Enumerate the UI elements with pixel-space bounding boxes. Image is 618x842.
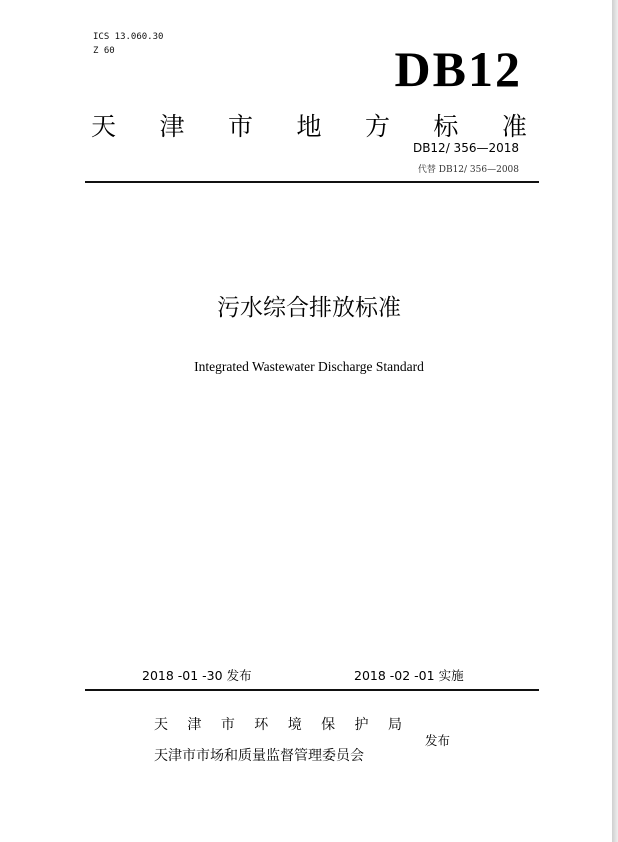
standard-type-char: 方 <box>364 112 390 141</box>
issuer-org-2: 天津市市场和质量监督管理委员会 <box>154 748 364 764</box>
standard-number: DB12/ 356—2018 <box>412 141 519 155</box>
document-title-cn: 污水综合排放标准 <box>217 295 401 321</box>
issue-label: 发布 <box>425 733 451 748</box>
issuer-org-char: 环 <box>254 717 269 733</box>
standard-type-char: 天 <box>91 112 117 141</box>
page-edge-shadow <box>612 0 618 842</box>
standard-type-char: 地 <box>296 112 322 141</box>
replaces-note: 代替 DB12/ 356—2008 <box>417 165 519 175</box>
standard-type-char: 准 <box>501 112 527 141</box>
standard-type-char: 标 <box>433 112 459 141</box>
issuer-org-1 <box>154 714 402 734</box>
standard-type-char: 市 <box>227 112 253 141</box>
issuer-org-char: 保 <box>321 717 336 733</box>
issuer-org-char: 市 <box>220 717 235 733</box>
ccs-code: Z 60 <box>93 46 115 56</box>
ics-code: ICS 13.060.30 <box>93 32 164 42</box>
top-divider <box>85 181 539 183</box>
bottom-divider <box>85 689 539 691</box>
issue-date: 2018 -01 -30 发布 <box>142 668 252 683</box>
issuer-org-char: 天 <box>154 717 168 733</box>
issuer-org-char: 津 <box>187 717 202 733</box>
standard-type-char: 津 <box>159 112 185 141</box>
implementation-date: 2018 -02 -01 实施 <box>354 668 464 683</box>
issuer-org-char: 局 <box>387 717 402 733</box>
document-title-en: Integrated Wastewater Discharge Standard <box>194 359 424 374</box>
issuer-org-char: 护 <box>354 717 369 733</box>
issuer-org-char: 境 <box>287 717 302 733</box>
standard-code: DB12 <box>394 41 522 97</box>
standard-type <box>91 107 527 143</box>
